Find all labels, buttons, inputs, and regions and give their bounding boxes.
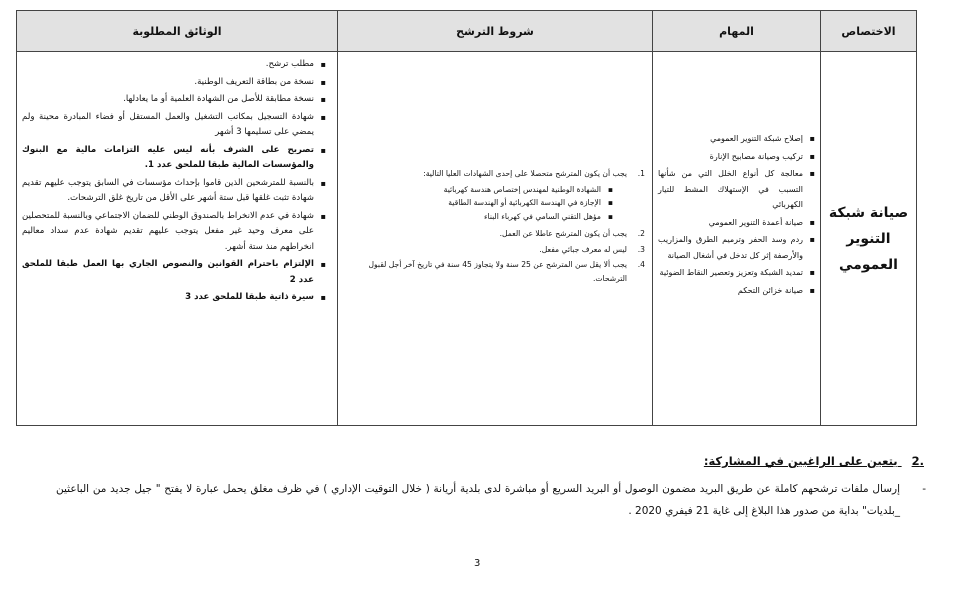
documents-list <box>18 57 336 306</box>
list-item: ▪ مؤهل التقني السامي في كهرباء البناء <box>347 210 601 224</box>
condition-item <box>347 243 645 257</box>
list-item: ▪ الإجازة في الهندسة الكهربائية أو الهندسة الطاقية <box>347 196 601 210</box>
list-item: ▪ معالجة كل أنواع الخلل التي من شأنها التسبب في الإستهلاك المشط للتيار الكهربائي <box>658 166 803 213</box>
table-body-row <box>17 52 917 426</box>
section-title: يتعين على الراغبين في المشاركة: <box>703 454 898 468</box>
list-item: ▪ الشهادة الوطنية لمهندس إختصاص هندسة كهربائية <box>347 183 601 197</box>
condition-number: 1. <box>637 169 645 178</box>
documents-cell <box>17 52 338 426</box>
header-specialty: الاختصاص <box>821 11 917 52</box>
paragraph-dash: - <box>922 483 926 495</box>
tasks-list <box>654 131 819 298</box>
specialty-cell <box>821 52 917 426</box>
condition-number: 3. <box>637 244 645 254</box>
list-item: ▪ إصلاح شبكة التنوير العمومي <box>658 131 803 147</box>
list-item: ▪ نسخة من بطاقة التعريف الوطنية. <box>22 75 314 91</box>
list-item: ▪ ردم وسد الحفر وترميم الطرق والمزاريب والأرصفة إثر كل تدخل في أشغال الصيانة <box>658 232 803 263</box>
header-documents: الوثائق المطلوبة <box>17 11 338 52</box>
condition-item <box>347 227 645 241</box>
table-header-row <box>17 11 917 52</box>
list-item: ▪ الإلتزام باحترام القوانين والنصوص الجاري بها العمل طبقا للملحق عدد 2 <box>22 257 314 288</box>
condition-item <box>347 258 645 285</box>
section-number: .2 <box>911 454 924 468</box>
page-number: 3 <box>474 558 481 569</box>
condition-text: يجب أن يكون المترشح متحصلا على إحدى الشهادات العليا التالية: <box>423 169 627 178</box>
list-item: ▪ شهادة في عدم الانخراط بالصندوق الوطني للضمان الاجتماعي وبالنسبة للمتحصلين على معرف وحيد غير مفعل يتوجب عليهم تقديم شهادة عدم سداد معاليم انخراطهم منذ ستة أشهر. <box>22 209 314 256</box>
condition-text: يجب أن يكون المترشح عاطلا عن العمل. <box>499 229 627 238</box>
list-item: ▪ بالنسبة للمترشحين الذين قاموا بإحداث مؤسسات في السابق يتوجب عليهم تقديم شهادة تثبت غلقها قبل ستة أشهر على الأقل من تاريخ غلق الترشحات. <box>22 176 314 207</box>
list-item: ▪ صيانة خزائن التحكم <box>658 283 803 299</box>
condition-text: ليس له معرف جبائي مفعل. <box>539 244 627 254</box>
list-item: ▪ سيرة ذاتية طبقا للملحق عدد 3 <box>22 290 314 306</box>
header-tasks: المهام <box>653 11 821 52</box>
condition-number: 2. <box>637 229 645 238</box>
list-item: ▪ نسخة مطابقة للأصل من الشهادة العلمية أو ما يعادلها. <box>22 92 314 108</box>
condition-item <box>347 167 645 223</box>
recruitment-table <box>16 10 917 426</box>
paragraph-text: إرسال ملفات ترشحهم كاملة عن طريق البريد مضمون الوصول أو البريد السريع أو مباشرة لدى بلدية أريانة ( خلال التوقيت الإداري ) في ظرف مغلق يحمل عبارة لا يفتح " جيل جديد من الباعثين _بلديات" بداية من صدور هذا البلاغ إلى غاية 21 فيفري 2020 . <box>56 483 900 517</box>
degree-sublist <box>347 183 627 224</box>
list-item: ▪ تصريح على الشرف بأنه ليس عليه التزامات مالية مع البنوك والمؤسسات المالية طبقا للملحق عدد 1. <box>22 143 314 174</box>
list-item: ▪ تركيب وصيانة مصابيح الإنارة <box>658 149 803 165</box>
conditions-list <box>347 167 645 285</box>
list-item: ▪ مطلب ترشح. <box>22 57 314 73</box>
list-item: ▪ شهادة التسجيل بمكاتب التشغيل والعمل المستقل أو فضاء المبادرة محينة ولم يمضي على تسليمها 3 أشهر <box>22 110 314 141</box>
list-item: ▪ تمديد الشبكة وتعزيز وتعصير النقاط الضوئية <box>658 265 803 281</box>
tasks-cell <box>653 52 821 426</box>
list-item: ▪ صيانة أعمدة التنوير العمومي <box>658 215 803 231</box>
header-conditions: شروط الترشح <box>338 11 653 52</box>
specialty-title: صيانة شبكة التنوير العمومي <box>828 204 909 273</box>
conditions-cell <box>338 52 653 426</box>
section-heading <box>704 454 924 468</box>
condition-text: يجب ألا يقل سن المترشح عن 25 سنة ولا يتجاوز 45 سنة في تاريخ آخر أجل لقبول الترشحات. <box>368 260 627 283</box>
section-paragraph <box>56 478 924 522</box>
condition-number: 4. <box>637 260 645 269</box>
